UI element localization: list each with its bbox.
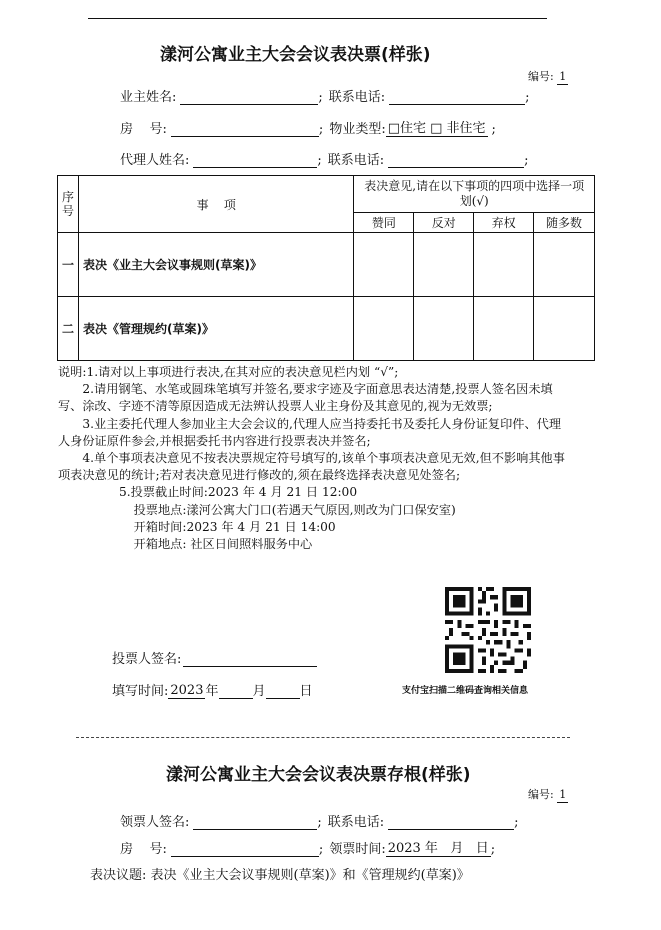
header-item: 事 项 [78,176,353,233]
separator: ; [318,90,323,105]
stub-room-row [120,838,495,857]
room-label: 房 号: [120,122,167,137]
vote-table [57,175,595,361]
room-field[interactable] [171,122,319,137]
owner-name-label: 业主姓名: [120,90,177,105]
owner-info-row [120,86,530,105]
separator: ; [318,842,324,857]
day-char: 日 [299,684,313,699]
stub-title: 漾河公寓业主大会会议表决票存根(样张) [166,765,471,785]
stub-phone-field[interactable] [388,815,514,830]
stub-serial [528,786,568,803]
tear-line [76,737,570,738]
row-item: 表决《业主大会议事规则(草案)》 [78,233,353,297]
separator: ; [524,153,529,168]
stub-topics: 表决议题: 表决《业主大会议事规则(草案)》和《管理规约(草案)》 [90,868,470,883]
separator: ; [491,122,496,137]
row-item: 表决《管理规约(草案)》 [78,297,353,361]
header-opinion: 表决意见,请在以下事项的四项中选择一项划(√) [354,176,595,213]
fill-year: 2023 [170,683,204,698]
note-1: 说明:1.请对以上事项进行表决,在其对应的表决意见栏内划 “√”; [58,365,399,379]
separator: ; [514,815,519,830]
proxy-name-label: 代理人姓名: [120,153,190,168]
stub-phone-label: 联系电话: [327,815,385,830]
open-time: 开箱时间:2023 年 4 月 21 日 14:00 [133,519,336,534]
room-row [120,118,496,137]
stub-room-field[interactable] [171,842,319,857]
note-2: 2.请用钢笔、水笔或圆珠笔填写并签名,要求字迹及字面意思表达清楚,投票人签名因未填写、涂改、字迹不清等原因造成无法辨认投票人业主身份及其意见的,视为无效票; [58,382,553,414]
note-5: 5.投票截止时间:2023 年 4 月 21 日 12:00 [119,485,358,500]
separator: ; [317,153,322,168]
separator: ; [490,842,496,857]
open-location: 开箱地点: 社区日间照料服务中心 [133,537,313,552]
receiver-sign-label: 领票人签名: [120,815,190,830]
vote-cell-follow-majority[interactable] [534,297,595,361]
row-seq: 一 [58,233,79,297]
fill-month-field[interactable] [219,684,253,699]
vote-cell-abstain[interactable] [474,233,534,297]
proxy-phone-label: 联系电话: [327,153,385,168]
voter-sign-row [112,648,317,667]
row-seq: 二 [58,297,79,361]
ballot-title: 漾河公寓业主大会会议表决票(样张) [160,45,431,65]
qr-caption: 支付宝扫描二维码查询相关信息 [402,686,529,696]
table-row [58,233,595,297]
option-abstain: 弃权 [474,213,534,233]
serial-label: 编号: [528,70,554,83]
serial-label: 编号: [528,788,554,801]
table-row [58,297,595,361]
vote-cell-follow-majority[interactable] [534,233,595,297]
vote-cell-oppose[interactable] [414,233,474,297]
proxy-name-field[interactable] [193,153,317,168]
vote-cell-oppose[interactable] [414,297,474,361]
separator: ; [525,90,530,105]
vote-cell-abstain[interactable] [474,297,534,361]
vote-cell-agree[interactable] [354,233,414,297]
owner-phone-field[interactable] [389,90,525,105]
note-4: 4.单个事项表决意见不按表决票规定符号填写的,该单个事项表决意见无效,但不影响其他事项表决意见的统计;若对表决意见进行修改的,须在最终选择表决意见处签名; [58,451,565,483]
separator: ; [318,122,324,137]
proxy-row [120,149,529,168]
property-type-label: 物业类型: [329,122,386,137]
receiver-sign-field[interactable] [193,815,317,830]
voter-sign-field[interactable] [183,652,317,667]
receiver-row [120,811,519,830]
voter-sign-label: 投票人签名: [112,652,182,667]
property-type-options[interactable]: □住宅 □ 非住宅 [387,121,486,136]
receive-time-label: 领票时间: [329,842,386,857]
owner-phone-label: 联系电话: [328,90,386,105]
receive-time-value: 2023 年 月 日 [387,841,489,856]
month-char: 月 [252,684,266,699]
stub-room-label: 房 号: [120,842,167,857]
year-char: 年 [205,684,219,699]
note-3: 3.业主委托代理人参加业主大会会议的,代理人应当持委托书及委托人身份证复印件、代理人身份证原件参会,并根据委托书内容进行投票表决并签名; [58,416,562,448]
option-follow-majority: 随多数 [534,213,595,233]
instructions [58,364,573,553]
vote-location: 投票地点:漾河公寓大门口(若遇天气原因,则改为门口保安室) [133,502,456,517]
top-rule [88,18,547,19]
qr-code-icon[interactable] [445,587,531,673]
owner-name-field[interactable] [180,90,318,105]
vote-cell-agree[interactable] [354,297,414,361]
header-seq: 序号 [58,176,79,233]
separator: ; [317,815,322,830]
ballot-serial [528,68,568,85]
serial-value: 1 [559,70,567,83]
fill-day-field[interactable] [266,684,300,699]
fill-time-row [112,680,313,699]
option-oppose: 反对 [414,213,474,233]
serial-value: 1 [559,788,567,801]
option-agree: 赞同 [354,213,414,233]
proxy-phone-field[interactable] [388,153,524,168]
fill-time-label: 填写时间: [112,684,169,699]
